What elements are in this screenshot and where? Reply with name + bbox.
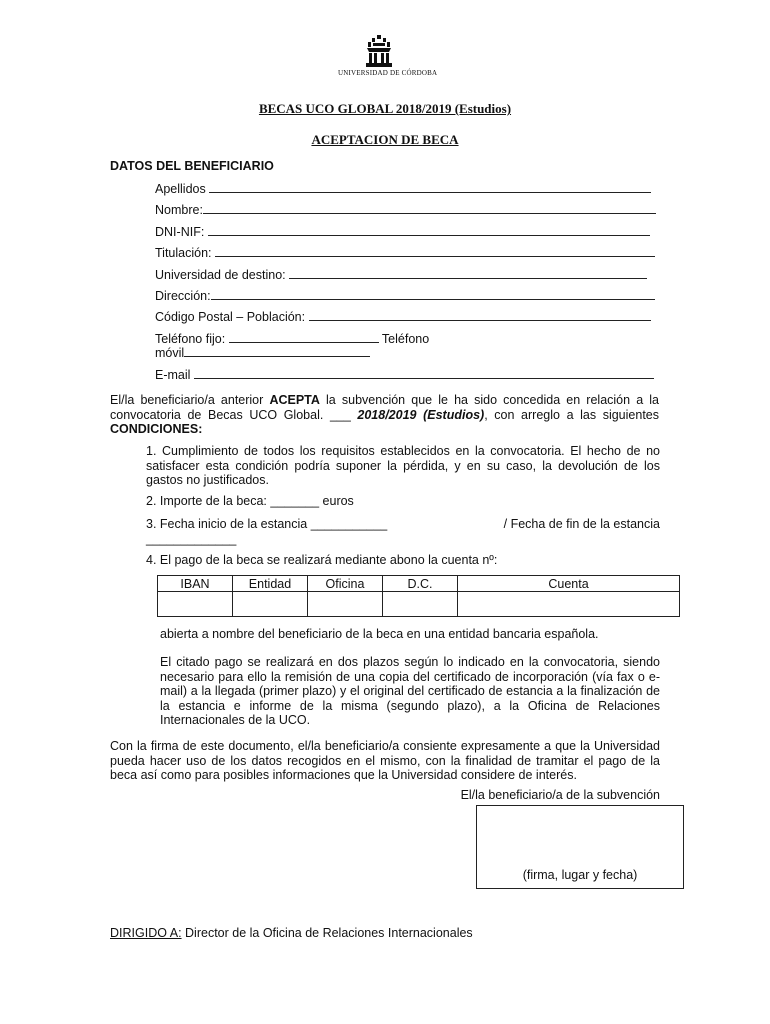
table-header-entidad: Entidad bbox=[233, 576, 308, 592]
conditions-heading: CONDICIONES: bbox=[110, 422, 203, 436]
field-titulacion bbox=[155, 244, 655, 260]
table-header-cuenta: Cuenta bbox=[458, 576, 680, 592]
field-label: móvil bbox=[155, 346, 185, 360]
table-header-oficina: Oficina bbox=[308, 576, 383, 592]
fill-line-nombre[interactable] bbox=[203, 201, 656, 214]
document-title: BECAS UCO GLOBAL 2018/2019 (Estudios) bbox=[258, 101, 512, 116]
addressed-to-text: Director de la Oficina de Relaciones Internacionales bbox=[181, 926, 473, 940]
field-movil bbox=[155, 344, 370, 360]
field-dni bbox=[155, 223, 650, 239]
cell-entidad[interactable] bbox=[233, 592, 308, 617]
table-header-row bbox=[158, 576, 680, 592]
table-header-iban: IBAN bbox=[158, 576, 233, 592]
university-emblem-icon bbox=[362, 34, 396, 68]
addressed-to-label: DIRIGIDO A: bbox=[110, 926, 182, 940]
fill-line-titulacion[interactable] bbox=[215, 244, 655, 257]
condition-2 bbox=[146, 494, 660, 509]
addressed-to bbox=[110, 926, 473, 940]
cell-iban[interactable] bbox=[158, 592, 233, 617]
field-label: Código Postal – Población: bbox=[155, 310, 306, 324]
field-label: Teléfono fijo: bbox=[155, 332, 226, 346]
section-title-beneficiary: DATOS DEL BENEFICIARIO bbox=[110, 159, 274, 173]
signature-caption: (firma, lugar y fecha) bbox=[522, 868, 638, 882]
condition-4: 4. El pago de la beca se realizará mediante abono la cuenta nº: bbox=[146, 553, 498, 567]
field-label: Titulación: bbox=[155, 246, 212, 260]
condition-1: 1. Cumplimiento de todos los requisitos establecidos en la convocatoria. El hecho de no satisfacer esta condición podría suponer la pérdida, y en su caso, la devolución de los gastos no justificados. bbox=[146, 444, 660, 487]
fill-line-telefono-fijo[interactable] bbox=[229, 330, 379, 343]
condition-text: euros bbox=[319, 494, 354, 508]
field-email bbox=[155, 366, 654, 382]
table-row bbox=[158, 592, 680, 617]
field-nombre bbox=[155, 201, 656, 217]
payment-note-1: abierta a nombre del beneficiario de la beca en una entidad bancaria española. bbox=[160, 627, 599, 641]
condition-text: 2. Importe de la beca: bbox=[146, 494, 271, 508]
cell-oficina[interactable] bbox=[308, 592, 383, 617]
end-date-blank[interactable]: _____________ bbox=[146, 531, 237, 546]
acceptance-paragraph bbox=[110, 393, 659, 437]
fill-line-apellidos[interactable] bbox=[209, 180, 651, 193]
acceptance-year: 2018/2019 (Estudios) bbox=[357, 407, 485, 422]
acceptance-blank[interactable]: ___ bbox=[329, 407, 351, 422]
fill-line-telefono-movil[interactable] bbox=[184, 344, 370, 357]
document-subtitle: ACEPTACION DE BECA bbox=[311, 132, 459, 147]
fill-line-direccion[interactable] bbox=[211, 287, 655, 300]
fill-line-codigo-postal[interactable] bbox=[309, 308, 651, 321]
acceptance-keyword: ACEPTA bbox=[269, 393, 320, 407]
amount-blank[interactable]: _______ bbox=[270, 494, 320, 508]
payment-note-2: El citado pago se realizará en dos plazos según lo indicado en la convocatoria, siendo necesario para ello la remisión de una copia del certificado de incorporación (vía fax o e-mail) a la llegada (primer plazo) y el original del certificado de estancia a la finalización de la estancia e informe de la misma (segundo plazo), a la Oficina de Relaciones Internacionales de la UCO. bbox=[160, 655, 660, 727]
consent-paragraph: Con la firma de este documento, el/la beneficiario/a consiente expresamente a que la Universidad pueda hacer uso de los datos recogidos en el mismo, con la finalidad de tramitar el pago de la beca así como para posibles informaciones que la Universidad considere de interés. bbox=[110, 739, 660, 782]
field-label: Dirección: bbox=[155, 289, 211, 303]
field-universidad bbox=[155, 266, 647, 282]
logo-text: UNIVERSIDAD DE CÓRDOBA bbox=[338, 69, 438, 77]
field-label: Nombre: bbox=[155, 203, 203, 217]
acceptance-text: , con arreglo a las siguientes bbox=[484, 407, 659, 422]
field-label: Apellidos bbox=[155, 182, 206, 196]
fill-line-email[interactable] bbox=[194, 366, 654, 379]
field-label-movil: Teléfono bbox=[381, 332, 430, 346]
field-apellidos bbox=[155, 180, 651, 196]
field-label: E-mail bbox=[155, 368, 191, 382]
cell-cuenta[interactable] bbox=[458, 592, 680, 617]
bank-account-table bbox=[157, 575, 680, 617]
field-direccion bbox=[155, 287, 655, 303]
acceptance-text: la subvención que le ha sido concedida en relación a la convocatoria de Becas UCO Global. bbox=[110, 393, 660, 422]
signature-box[interactable] bbox=[476, 805, 684, 889]
acceptance-text: El/la beneficiario/a anterior bbox=[110, 393, 270, 407]
field-label: DNI-NIF: bbox=[155, 225, 205, 239]
condition-text: / Fecha de fin de la estancia bbox=[503, 517, 660, 531]
start-date-blank[interactable]: ___________ bbox=[310, 517, 388, 531]
fill-line-dni[interactable] bbox=[208, 223, 650, 236]
condition-text: 3. Fecha inicio de la estancia bbox=[146, 517, 311, 531]
signature-label: El/la beneficiario/a de la subvención bbox=[460, 788, 660, 802]
fill-line-universidad[interactable] bbox=[289, 266, 647, 279]
university-logo bbox=[338, 34, 438, 77]
table-header-dc: D.C. bbox=[383, 576, 458, 592]
field-codigo-postal bbox=[155, 308, 651, 324]
field-label: Universidad de destino: bbox=[155, 268, 286, 282]
cell-dc[interactable] bbox=[383, 592, 458, 617]
condition-3 bbox=[146, 517, 660, 546]
